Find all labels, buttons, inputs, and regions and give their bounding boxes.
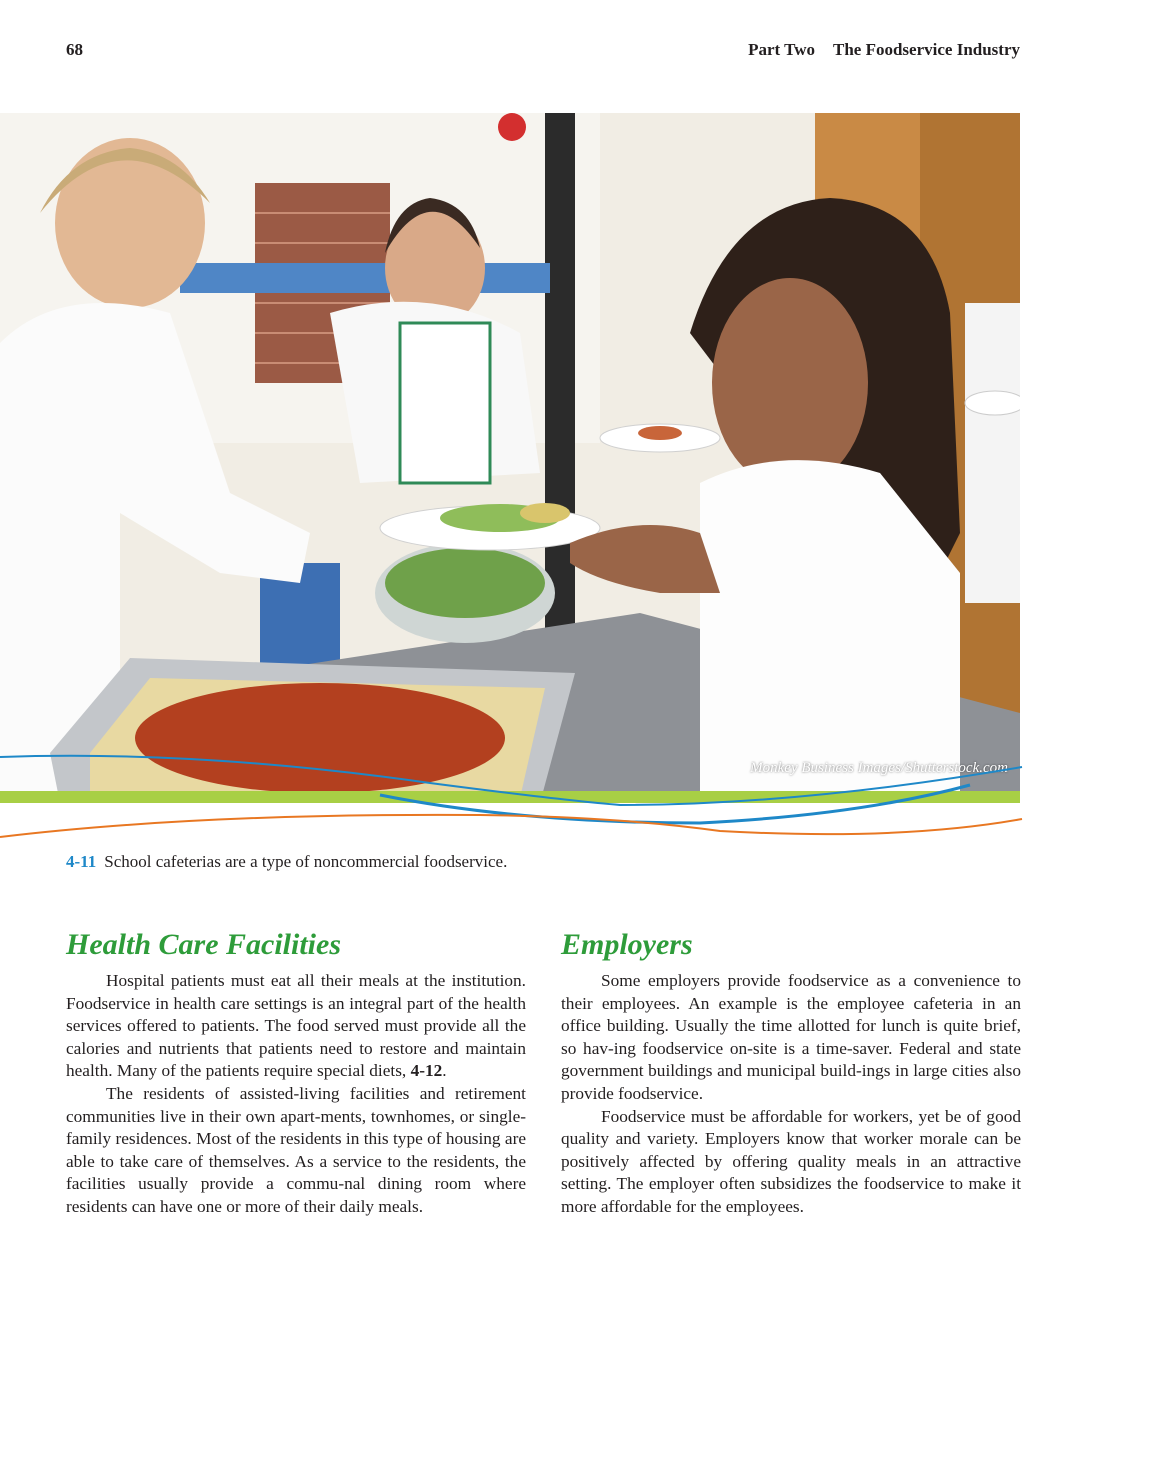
decorative-wave-lines [0, 745, 1030, 855]
figure-reference: 4-12 [410, 1061, 443, 1081]
paragraph-end: . [442, 1061, 447, 1081]
figure-caption-text: School cafeterias are a type of noncommercial foodservice. [104, 852, 508, 871]
paragraph-text: Hospital patients must eat all their meals at the institution. Foodservice in health care settings is an integral part of the health services offered to patients. The food served must provide all the calories and nutrients that patients need to restore and maintain health. Many of the patients require special diets, [66, 971, 526, 1081]
right-column [561, 926, 1021, 1219]
photo-credit: Monkey Business Images/Shutterstock.com [750, 760, 1008, 776]
paragraph: The residents of assisted-living facilities and retirement communities live in their own apart-ments, townhomes, or single-family residences. Most of the residents in this type of housing are able to take care of themselves. As a service to the residents, the facilities usually provide a commu-nal dining room where residents can have one or more of their daily meals. [66, 1083, 526, 1216]
paragraph: Foodservice must be affordable for workers, yet be of good quality and variety. Employers know that worker morale can be positively affected by offering quality meals in an attractive setting. The employer often subsidizes the foodservice to make it more affordable for the employees. [561, 1106, 1021, 1216]
left-column [66, 926, 526, 1219]
running-head [748, 40, 1020, 60]
page-number: 68 [66, 40, 83, 59]
page-header [66, 40, 1020, 66]
section-label: The Foodservice Industry [833, 40, 1020, 59]
figure-number: 4-11 [66, 852, 97, 871]
paragraph: Some employers provide foodservice as a convenience to their employees. An example is the employee cafeteria in an office building. Usually the time allotted for lunch is quite brief, so hav-ing foodservice on-site is a time-saver. Federal and state government buildings and municipal build-ings in large cities also provide foodservice. [561, 971, 1021, 1103]
paragraph [66, 970, 526, 1083]
figure-caption [66, 852, 507, 872]
part-label: Part Two [748, 40, 815, 59]
cafeteria-photo [0, 113, 1020, 803]
section-heading-employers: Employers [561, 928, 693, 961]
section-heading-health-care: Health Care Facilities [66, 928, 341, 961]
cafeteria-illustration [0, 113, 1020, 803]
